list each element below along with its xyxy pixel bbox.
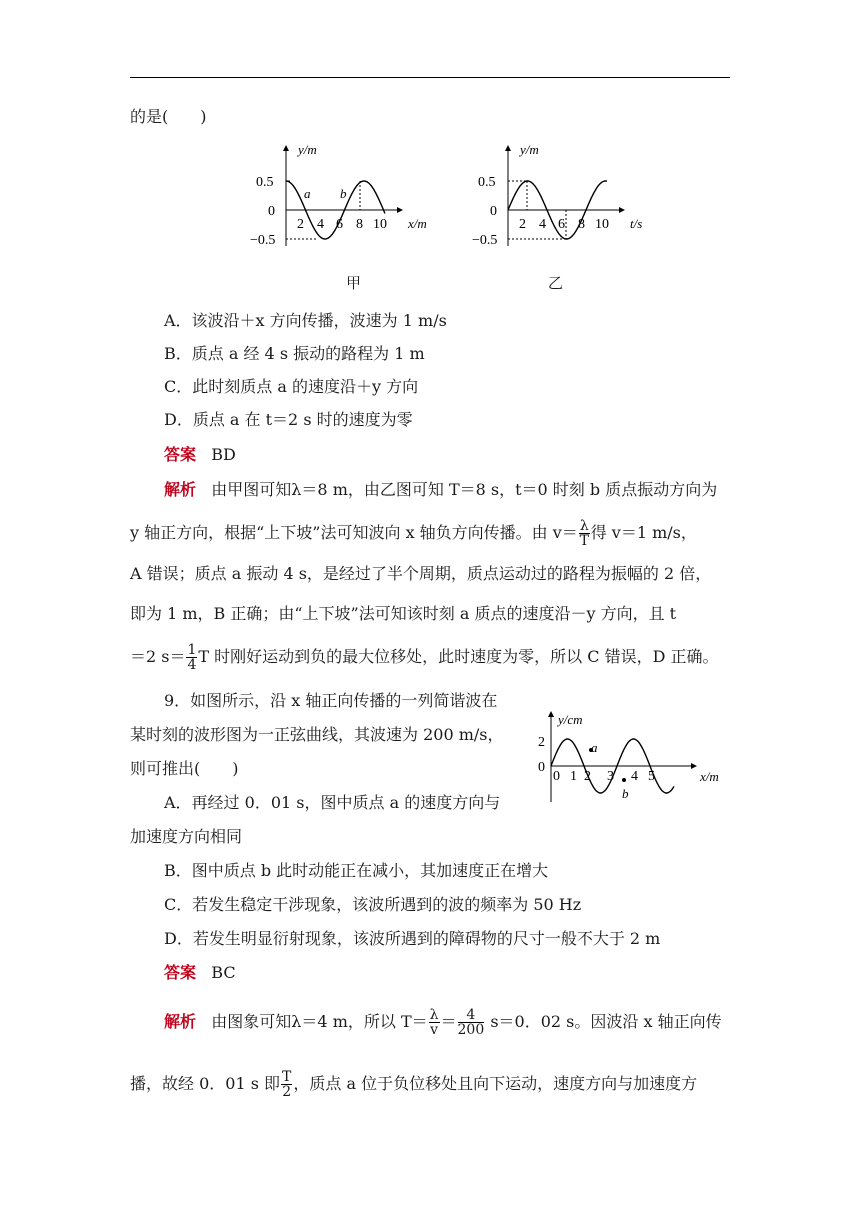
analysis-label: 解析 [164,480,197,499]
analysis-text: y 轴正方向，根据“上下坡”法可知波向 x 轴负方向传播。由 v＝ [130,523,578,542]
analysis-text: s＝0．02 s。因波沿 x 轴正向传 [490,1012,722,1031]
answer-value: BD [211,445,236,464]
y-tick: 0 [268,204,275,219]
analysis-label: 解析 [164,1012,197,1031]
x-tick: 4 [631,769,638,784]
analysis-line-1 [164,479,717,501]
analysis-text: 由甲图可知λ＝8 m，由乙图可知 T＝8 s，t＝0 时刻 b 质点振动方向为 [211,480,718,499]
answer-label: 答案 [164,445,197,464]
x-axis-label: t/s [630,216,643,231]
x-tick: 8 [356,217,363,232]
answer-label: 答案 [164,963,197,982]
x-tick: 6 [558,217,565,232]
q9-option-c: C．若发生稳定干涉现象，该波所遇到的波的频率为 50 Hz [164,895,582,914]
analysis-line-5 [130,643,719,672]
point-b-label: b [622,786,629,801]
fraction-t-over-2: $\frac{T}{2}$ [282,1069,292,1100]
y-tick: −0.5 [250,233,276,248]
figure-yi-caption: 乙 [548,274,564,292]
x-tick: 5 [648,769,655,784]
y-tick: 0.5 [256,175,274,190]
q9-option-a-cont: 加速度方向相同 [130,827,243,846]
x-tick: 1 [570,769,577,784]
x-tick: 8 [578,217,585,232]
x-axis-label: x/m [700,769,719,784]
analysis-text: ＝2 s＝ [130,647,186,666]
q9-analysis-line-1 [164,1008,722,1037]
y-tick: −0.5 [472,233,498,248]
analysis-line-4: 即为 1 m，B 正确；由“上下坡”法可知该时刻 a 质点的速度沿－y 方向，且 t [130,604,677,623]
analysis-text: 得 v＝1 m/s， [590,523,697,542]
x-tick: 2 [584,769,591,784]
option-d: D．质点 a 在 t＝2 s 时的速度为零 [164,410,413,429]
y-axis-label: y/m [520,142,539,157]
option-c: C．此时刻质点 a 的速度沿＋y 方向 [164,377,419,396]
question-continuation: 的是( ) [130,107,207,126]
x-tick: 3 [607,769,614,784]
analysis-line-2 [130,519,697,548]
fraction-4-over-200: $\frac{4}{200}$ [457,1007,485,1038]
x-axis-label: x/m [408,216,427,231]
x-tick: 4 [317,217,324,232]
y-axis-label: y/m [298,142,317,157]
option-a: A．该波沿＋x 方向传播，波速为 1 m/s [164,311,447,330]
q9-option-b: B．图中质点 b 此时动能正在减小，其加速度正在增大 [164,861,549,880]
q9-analysis-line-2 [130,1070,697,1099]
x-tick: 0 [553,769,560,784]
x-tick: 10 [373,217,387,232]
x-tick: 10 [595,217,609,232]
y-axis-label: y/cm [558,712,583,727]
q9-option-d: D．若发生明显衍射现象，该波所遇到的障碍物的尺寸一般不大于 2 m [164,929,661,948]
x-tick: 2 [297,217,304,232]
point-a-label: a [591,740,598,755]
analysis-text: 播，故经 0．01 s 即 [130,1074,281,1093]
figure-jia-graph [250,142,440,252]
y-tick: 0 [490,204,497,219]
fraction-lambda-over-t: $\frac{\lambda}{T}$ [579,518,589,549]
figure-jia-caption: 甲 [346,274,362,292]
y-tick: 0 [538,760,545,775]
q9-stem-3: 则可推出( ) [130,759,239,778]
y-tick: 2 [538,735,545,750]
q9-stem-2: 某时刻的波形图为一正弦曲线，其波速为 200 m/s， [130,725,504,744]
analysis-text: T 时刚好运动到负的最大位移处，此时速度为零，所以 C 错误，D 正确。 [198,647,719,666]
header-rule [130,77,730,78]
figure-yi-graph [472,142,662,252]
analysis-text: ＝ [440,1012,457,1031]
analysis-text: 由图象可知λ＝4 m，所以 T＝ [211,1012,428,1031]
x-tick: 2 [519,217,526,232]
x-tick: 4 [539,217,546,232]
point-a-label: a [304,186,311,201]
x-tick: 6 [336,217,343,232]
analysis-text: ，质点 a 位于负位移处且向下运动，速度方向与加速度方 [293,1074,698,1093]
answer-line [164,444,236,466]
point-b-label: b [340,186,347,201]
fraction-lambda-over-v: $\frac{\lambda}{v}$ [429,1007,439,1038]
point-b-marker [622,778,626,782]
answer-value: BC [211,963,236,982]
fraction-one-quarter: $\frac{1}{4}$ [187,642,197,673]
q9-option-a: A．再经过 0．01 s，图中质点 a 的速度方向与 [164,793,501,812]
y-tick: 0.5 [478,175,496,190]
figure-q9-graph [534,708,734,804]
q9-stem-1: 9．如图所示，沿 x 轴正向传播的一列简谐波在 [164,691,498,710]
option-b: B．质点 a 经 4 s 振动的路程为 1 m [164,344,425,363]
analysis-line-3: A 错误；质点 a 振动 4 s，是经过了半个周期，质点运动过的路程为振幅的 2 倍， [130,564,712,583]
q9-answer-line [164,962,236,984]
